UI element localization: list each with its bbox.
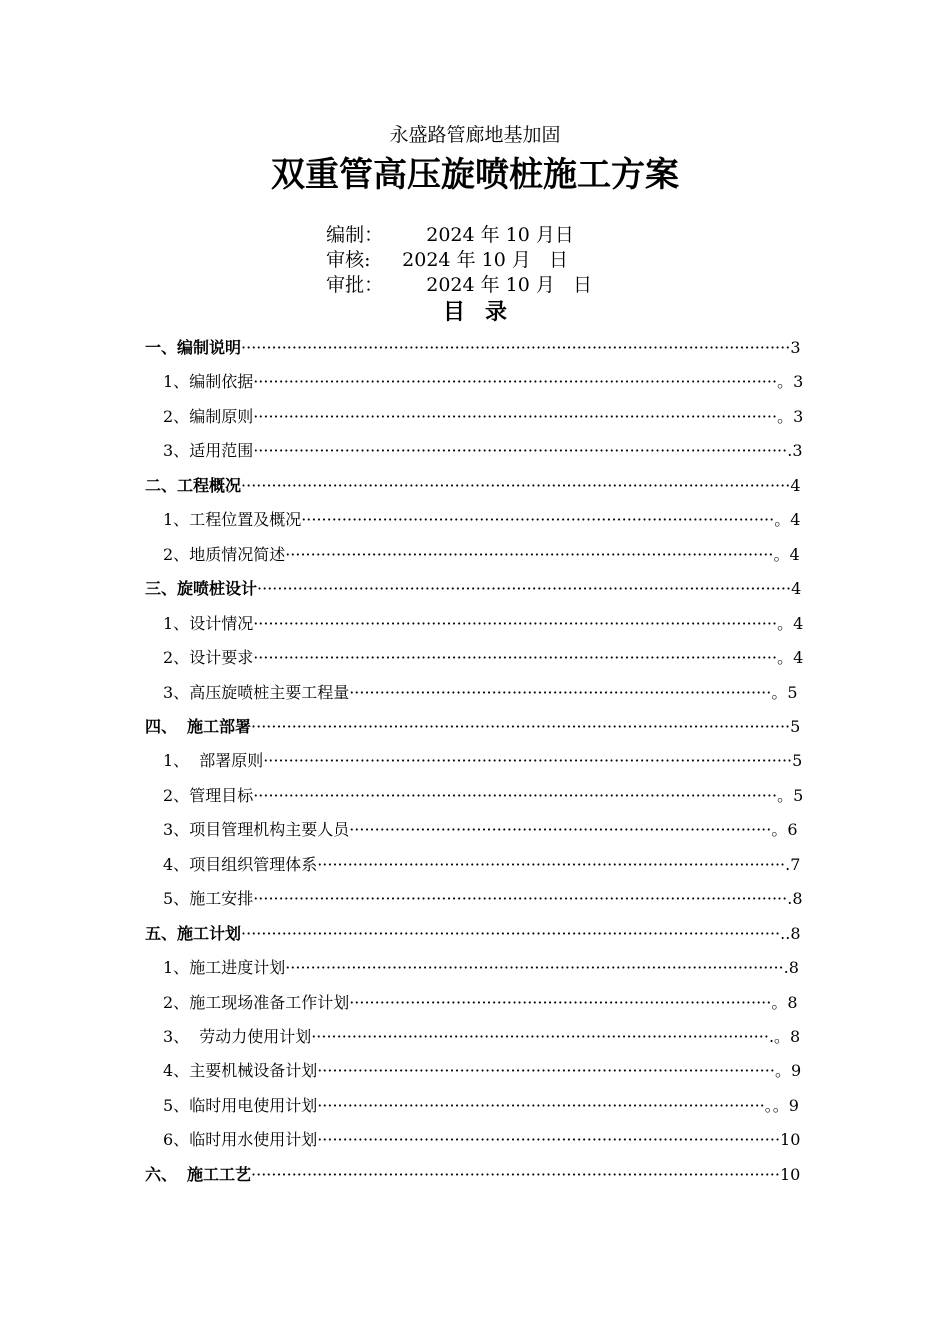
- toc-leader-dots: ············································································································: [241, 338, 791, 357]
- toc-leader-dots: ·······································································································: [253, 407, 778, 426]
- meta-row-prepared: [302, 199, 574, 246]
- toc-page-number: .8: [787, 889, 803, 908]
- toc-entry[interactable]: [163, 784, 804, 808]
- toc-page-number: 。6: [771, 820, 798, 839]
- toc-page-number: .7: [785, 855, 801, 874]
- toc-entry-title: 适用范围: [189, 441, 254, 460]
- toc-entry-title: 编制说明: [177, 338, 242, 357]
- toc-page-number: 。8: [771, 993, 798, 1012]
- toc-entry-title: 管理目标: [189, 786, 254, 805]
- toc-entry-title: 施工工艺: [187, 1165, 252, 1184]
- toc-page-number: 4: [791, 579, 802, 598]
- toc-leader-dots: ···························································································: [317, 1130, 781, 1149]
- toc-entry-title: 编制原则: [189, 407, 254, 426]
- toc-entry-number: 五、: [145, 924, 178, 943]
- toc-entry-title: 设计要求: [189, 648, 254, 667]
- toc-entry[interactable]: [163, 1059, 802, 1083]
- toc-entry-number: 三、: [145, 579, 178, 598]
- toc-leader-dots: ·······································································································: [253, 786, 778, 805]
- toc-entry-number: 3、: [163, 441, 190, 460]
- toc-entry-title: 部署原则: [199, 751, 264, 770]
- toc-entry-title: 施工计划: [177, 924, 242, 943]
- toc-entry[interactable]: [163, 508, 801, 532]
- toc-page-number: 。4: [774, 510, 801, 529]
- toc-leader-dots: ············································································································: [241, 476, 791, 495]
- document-title: 双重管高压旋喷桩施工方案: [271, 155, 679, 195]
- toc-leader-dots: ···················································································: [349, 820, 772, 839]
- toc-leader-dots: ································································································: [285, 545, 774, 564]
- toc-page-number: ..8: [780, 924, 801, 943]
- toc-entry-number: 6、: [163, 1130, 190, 1149]
- toc-entry[interactable]: [145, 922, 801, 946]
- toc-page-number: 。5: [771, 683, 798, 702]
- toc-entry-title: 施工部署: [187, 717, 252, 736]
- toc-page-number: 。5: [777, 786, 804, 805]
- toc-leader-dots: ·········································································································: [253, 441, 788, 460]
- toc-entry[interactable]: [163, 1025, 801, 1049]
- toc-page-number: 。。9: [764, 1096, 799, 1115]
- toc-entry-title: 主要机械设备计划: [189, 1061, 318, 1080]
- toc-entry[interactable]: [145, 336, 801, 360]
- toc-entry-title: 高压旋喷桩主要工程量: [189, 683, 350, 702]
- toc-leader-dots: ·······································································································: [253, 614, 778, 633]
- toc-entry[interactable]: [163, 991, 796, 1015]
- toc-entry-title: 设计情况: [189, 614, 254, 633]
- toc-leader-dots: ·····························································································: [301, 510, 775, 529]
- toc-entry-number: 2、: [163, 407, 190, 426]
- toc-entry-title: 编制依据: [189, 372, 254, 391]
- toc-page-number: 10: [780, 1130, 801, 1149]
- toc-entry-number: 一、: [145, 338, 178, 357]
- toc-entry[interactable]: [163, 612, 804, 636]
- toc-leader-dots: ··········································································································: [241, 924, 781, 943]
- toc-entry[interactable]: [163, 1094, 799, 1118]
- toc-entry-number: 4、: [163, 1061, 190, 1080]
- toc-page-number: 10: [779, 1165, 801, 1184]
- toc-entry-number: 3、: [163, 683, 190, 702]
- meta-label: 审核:: [326, 249, 371, 271]
- toc-entry-number: 2、: [163, 545, 190, 564]
- toc-leader-dots: ··························································································: [311, 1027, 769, 1046]
- toc-leader-dots: ·······································································································: [253, 372, 778, 391]
- toc-entry-number: 1、: [163, 958, 190, 977]
- toc-entry[interactable]: [163, 370, 804, 394]
- toc-entry[interactable]: [163, 1128, 801, 1152]
- toc-leader-dots: ········································································································: [263, 751, 793, 770]
- toc-leader-dots: ··········································································································: [251, 717, 791, 736]
- meta-label: 编制：: [326, 224, 384, 246]
- toc-entry[interactable]: [163, 853, 801, 877]
- toc-page-number: 3: [790, 338, 801, 357]
- toc-page-number: .。8: [768, 1027, 801, 1046]
- toc-entry[interactable]: [145, 1163, 801, 1187]
- toc-entry[interactable]: [163, 681, 796, 705]
- toc-page-number: 。9: [774, 1061, 802, 1080]
- meta-value: 2024 年 10 月日: [414, 224, 574, 246]
- toc-entry-number: 2、: [163, 993, 190, 1012]
- toc-entry-number: 2、: [163, 786, 190, 805]
- toc-entry-number: 1、: [163, 614, 190, 633]
- toc-entry-title: 工程位置及概况: [189, 510, 302, 529]
- toc-leader-dots: ··························································································: [317, 1061, 775, 1080]
- toc-entry[interactable]: [145, 715, 801, 739]
- toc-entry[interactable]: [163, 749, 803, 773]
- toc-entry-title: 劳动力使用计划: [199, 1027, 312, 1046]
- toc-entry-number: 3、: [163, 1027, 190, 1046]
- toc-leader-dots: ····························································································: [317, 855, 786, 874]
- toc-entry-title: 临时用电使用计划: [189, 1096, 318, 1115]
- toc-entry-title: 旋喷桩设计: [177, 579, 258, 598]
- toc-page-number: .3: [787, 441, 803, 460]
- toc-leader-dots: ·········································································································: [257, 579, 792, 598]
- meta-value: 2024 年 10 月 日: [414, 274, 593, 296]
- toc-page-number: 4: [790, 476, 801, 495]
- toc-page-number: 。3: [777, 372, 804, 391]
- toc-entry-title: 工程概况: [177, 476, 242, 495]
- toc-entry-number: 1、: [163, 372, 190, 391]
- toc-entry-number: 四、: [145, 717, 178, 736]
- toc-entry-number: 4、: [163, 855, 190, 874]
- toc-leader-dots: ·········································································································: [253, 889, 788, 908]
- toc-entry[interactable]: [163, 439, 803, 463]
- toc-page-number: 。3: [777, 407, 804, 426]
- toc-page-number: 。4: [777, 648, 804, 667]
- toc-heading: 目录: [442, 299, 527, 325]
- toc-page-number: 。4: [773, 545, 800, 564]
- toc-leader-dots: ········································································································: [251, 1165, 780, 1184]
- toc-page-number: 5: [790, 717, 801, 736]
- toc-entry-title: 地质情况简述: [189, 545, 286, 564]
- toc-page-number: .8: [783, 958, 799, 977]
- toc-entry-number: 1、: [163, 510, 190, 529]
- toc-entry[interactable]: [145, 474, 801, 498]
- toc-entry[interactable]: [163, 818, 796, 842]
- project-subtitle: 永盛路管廊地基加固: [389, 124, 561, 146]
- toc-leader-dots: ·······································································································: [253, 648, 778, 667]
- toc-page-number: 5: [792, 751, 803, 770]
- toc-leader-dots: ···················································································: [349, 683, 772, 702]
- toc-entry-number: 1、: [163, 751, 190, 770]
- toc-entry-title: 项目组织管理体系: [189, 855, 318, 874]
- meta-label: 审批：: [326, 274, 384, 296]
- toc-leader-dots: ···················································································: [349, 993, 772, 1012]
- meta-value: 2024 年 10 月 日: [402, 249, 568, 271]
- meta-row-approved: [302, 249, 593, 296]
- toc-page-number: 。4: [777, 614, 804, 633]
- toc-entry-title: 施工现场准备工作计划: [189, 993, 350, 1012]
- toc-leader-dots: ··································································································: [285, 958, 784, 977]
- toc-entry-title: 临时用水使用计划: [189, 1130, 318, 1149]
- toc-entry-number: 5、: [163, 889, 190, 908]
- toc-entry-title: 施工进度计划: [189, 958, 286, 977]
- toc-entry[interactable]: [163, 646, 804, 670]
- toc-entry-number: 3、: [163, 820, 190, 839]
- toc-entry[interactable]: [145, 577, 802, 601]
- toc-entry-number: 2、: [163, 648, 190, 667]
- toc-entry-title: 施工安排: [189, 889, 254, 908]
- toc-entry-number: 二、: [145, 476, 178, 495]
- toc-entry[interactable]: [163, 887, 803, 911]
- toc-entry-number: 六、: [145, 1165, 178, 1184]
- toc-entry-title: 项目管理机构主要人员: [189, 820, 350, 839]
- toc-leader-dots: ························································································: [317, 1096, 765, 1115]
- toc-entry[interactable]: [163, 956, 799, 980]
- toc-entry[interactable]: [163, 543, 800, 567]
- toc-entry[interactable]: [163, 405, 804, 429]
- toc-entry-number: 5、: [163, 1096, 190, 1115]
- meta-row-reviewed: [302, 224, 568, 271]
